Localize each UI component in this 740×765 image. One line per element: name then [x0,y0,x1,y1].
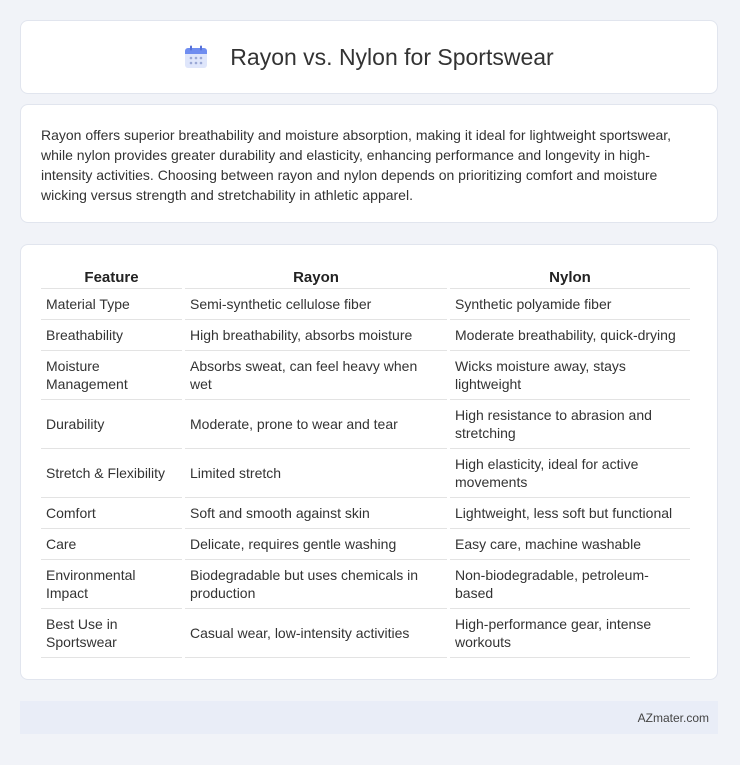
table-row [41,609,690,658]
footer-brand[interactable]: AZmater.com [637,710,709,725]
comparison-card [20,244,718,680]
nylon-cell: Wicks moisture away, stays lightweight [450,351,690,400]
feature-cell: Care [41,529,182,560]
nylon-cell: High elasticity, ideal for active movements [450,449,690,498]
rayon-cell: Absorbs sweat, can feel heavy when wet [185,351,447,400]
feature-cell: Breathability [41,320,182,351]
title-wrap [184,44,553,71]
table-row [41,289,690,320]
intro-card [20,104,718,223]
intro-paragraph: Rayon offers superior breathability and moisture absorption, making it ideal for lightweight sportswear, while nylon provides greater durability and elasticity, enhancing performance and longevity in high-intensity activities. Choosing between rayon and nylon depends on prioritizing comfort and moisture wicking versus strength and stretchability in athletic apparel. [41,127,672,203]
nylon-cell: High-performance gear, intense workouts [450,609,690,658]
table-row [41,560,690,609]
calendar-icon [184,45,208,69]
rayon-cell: Limited stretch [185,449,447,498]
table-row [41,320,690,351]
feature-cell: Environmental Impact [41,560,182,609]
feature-cell: Material Type [41,289,182,320]
rayon-cell: Soft and smooth against skin [185,498,447,529]
table-row [41,449,690,498]
column-header-rayon: Rayon [185,267,447,289]
feature-cell: Moisture Management [41,351,182,400]
table-row [41,529,690,560]
column-header-nylon: Nylon [450,267,690,289]
rayon-cell: Casual wear, low-intensity activities [185,609,447,658]
nylon-cell: Non-biodegradable, petroleum-based [450,560,690,609]
rayon-cell: Semi-synthetic cellulose fiber [185,289,447,320]
table-row [41,498,690,529]
nylon-cell: Synthetic polyamide fiber [450,289,690,320]
nylon-cell: Easy care, machine washable [450,529,690,560]
column-header-feature: Feature [41,267,182,289]
comparison-table [38,267,693,658]
feature-cell: Best Use in Sportswear [41,609,182,658]
table-row [41,351,690,400]
title-card [20,20,718,94]
rayon-cell: Biodegradable but uses chemicals in production [185,560,447,609]
rayon-cell: Moderate, prone to wear and tear [185,400,447,449]
feature-cell: Comfort [41,498,182,529]
nylon-cell: Lightweight, less soft but functional [450,498,690,529]
rayon-cell: High breathability, absorbs moisture [185,320,447,351]
nylon-cell: High resistance to abrasion and stretching [450,400,690,449]
table-row [41,400,690,449]
page-title: Rayon vs. Nylon for Sportswear [230,43,554,70]
footer-bar [20,701,718,734]
nylon-cell: Moderate breathability, quick-drying [450,320,690,351]
rayon-cell: Delicate, requires gentle washing [185,529,447,560]
feature-cell: Durability [41,400,182,449]
feature-cell: Stretch & Flexibility [41,449,182,498]
table-header-row [41,267,690,289]
